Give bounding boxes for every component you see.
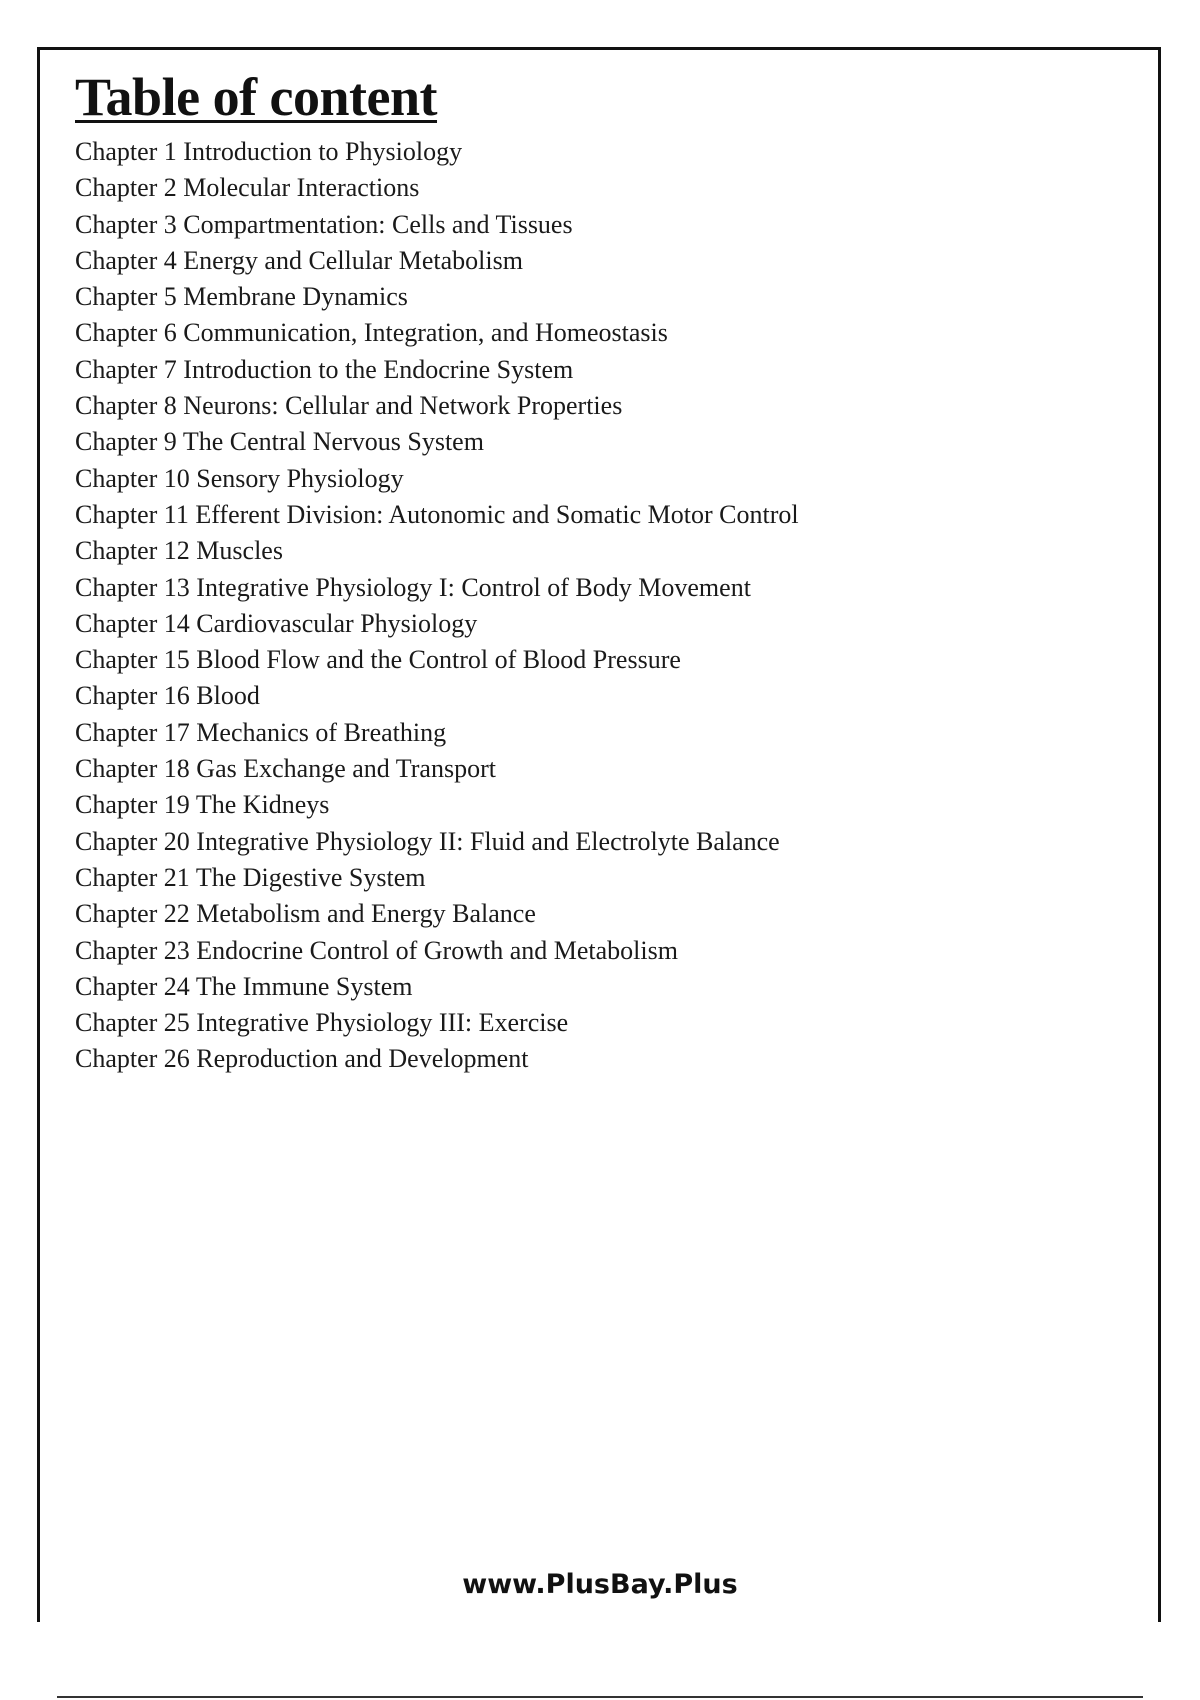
toc-item: Chapter 1 Introduction to Physiology: [75, 137, 463, 166]
toc-item: Chapter 6 Communication, Integration, and Homeostasis: [75, 318, 668, 348]
toc-item: Chapter 15 Blood Flow and the Control of Blood Pressure: [75, 645, 681, 675]
toc-item: Chapter 22 Metabolism and Energy Balance: [75, 899, 536, 929]
toc-item: Chapter 19 The Kidneys: [75, 790, 330, 820]
toc-item: Chapter 17 Mechanics of Breathing: [75, 717, 447, 747]
toc-item: Chapter 13 Integrative Physiology I: Control of Body Movement: [75, 572, 751, 602]
toc-item: Chapter 26 Reproduction and Development: [75, 1044, 529, 1074]
toc-item: Chapter 20 Integrative Physiology II: Fluid and Electrolyte Balance: [75, 826, 780, 856]
toc-item: Chapter 21 The Digestive System: [75, 862, 426, 892]
toc-item: Chapter 18 Gas Exchange and Transport: [75, 754, 496, 784]
toc-item: Chapter 23 Endocrine Control of Growth and Metabolism: [75, 935, 678, 965]
toc-item: Chapter 16 Blood: [75, 681, 260, 711]
toc-item: Chapter 12 Muscles: [75, 536, 283, 566]
toc-item: Chapter 7 Introduction to the Endocrine System: [75, 354, 574, 384]
toc-item: Chapter 5 Membrane Dynamics: [75, 282, 408, 312]
page-title: Table of content: [75, 67, 438, 127]
toc-list: [75, 134, 799, 1078]
toc-item: Chapter 14 Cardiovascular Physiology: [75, 608, 478, 638]
footer-url: www.PlusBay.Plus: [462, 1569, 738, 1600]
toc-item: Chapter 2 Molecular Interactions: [75, 173, 420, 203]
toc-item: Chapter 10 Sensory Physiology: [75, 463, 404, 493]
bottom-rule: [57, 1696, 1143, 1698]
toc-item: Chapter 9 The Central Nervous System: [75, 427, 484, 457]
toc-item: Chapter 25 Integrative Physiology III: Exercise: [75, 1008, 569, 1038]
toc-item: Chapter 3 Compartmentation: Cells and Tissues: [75, 209, 573, 239]
toc-item: Chapter 8 Neurons: Cellular and Network Properties: [75, 391, 623, 421]
toc-item: Chapter 24 The Immune System: [75, 971, 413, 1001]
toc-item: Chapter 11 Efferent Division: Autonomic and Somatic Motor Control: [75, 499, 799, 529]
toc-item: Chapter 4 Energy and Cellular Metabolism: [75, 245, 523, 275]
